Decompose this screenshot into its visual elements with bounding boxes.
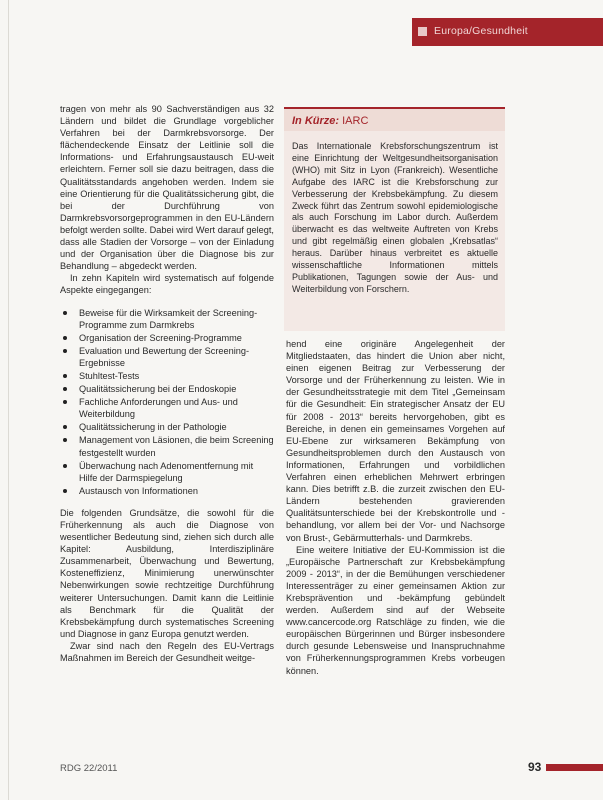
body-paragraph: In zehn Kapiteln wird systematisch auf folgende Aspekte eingegangen: bbox=[60, 273, 274, 296]
issue-label: RDG 22/2011 bbox=[60, 763, 118, 774]
list-item: Stuhltest-Tests bbox=[60, 370, 274, 382]
body-paragraph: Eine weitere Initiative der EU-Kommission ist die „Europäische Partnerschaft zur Krebsbekämpfung 2009 - 2013“, in der die Bemühungen verschiedener Interessenträger zu einer gemeinsamen Aktion zur Krebsprävention und -bekämpfung gebündelt werden. Außerdem sind auf der Webseite www.cancercode.org Ratschläge zu finden, wie die europäischen Bürgerinnen und Bürger insbesondere durch gesunde Lebensweise und Inanspruchnahme von Früherkennungsprogrammen Krebs vorbeugen können. bbox=[286, 544, 505, 676]
iarc-info-box bbox=[284, 107, 505, 331]
right-column bbox=[286, 338, 505, 677]
footer-accent-bar bbox=[546, 764, 603, 771]
list-item: Organisation der Screening-Programme bbox=[60, 332, 274, 344]
page-number: 93 bbox=[528, 760, 542, 774]
body-paragraph: Zwar sind nach den Regeln des EU-Vertrags Maßnahmen im Bereich der Gesundheit weitge- bbox=[60, 640, 274, 664]
list-item: Überwachung nach Adenomentfernung mit Hilfe der Darmspiegelung bbox=[60, 460, 274, 484]
page-edge bbox=[8, 0, 9, 800]
body-paragraph: tragen von mehr als 90 Sachverständigen aus 32 Ländern und bildet die Grundlage vorgeblicher Verfahren bei der Darmkrebsvorsorge. Der flächendeckende Einsatz der Leitlinie soll die Informations- und Erfahrungsaustausch EU-weit erleichtern. Ferner soll sie dazu beitragen, dass die Qualitätsstandards angehoben werden. Indem sie eine Orientierung für die Qualitätssicherung gibt, die bei der Durchführung von Darmkrebsvorsorgeprogrammen in den EU-Ländern befolgt werden sollte. Dabei wird Wert darauf gelegt, dass alle Stadien der Vorsorge – von der Einladung und der Organisation über die Diagnose bis zur Behandlung – abgedeckt werden. bbox=[60, 104, 274, 272]
aspects-list bbox=[60, 307, 274, 497]
list-item: Fachliche Anforderungen und Aus- und Weiterbildung bbox=[60, 396, 274, 420]
list-item: Qualitätssicherung bei der Endoskopie bbox=[60, 383, 274, 395]
section-header bbox=[412, 18, 603, 46]
list-item: Beweise für die Wirksamkeit der Screening-Programme zum Darmkrebs bbox=[60, 307, 274, 331]
list-item: Qualitätssicherung in der Pathologie bbox=[60, 421, 274, 433]
section-title: Europa/Gesundheit bbox=[434, 25, 528, 37]
body-paragraph: Die folgenden Grundsätze, die sowohl für die Früherkennung als auch die Diagnose von wesentlicher Bedeutung sind, ziehen sich durch alle Kapitel: Ausbildung, Interdisziplinäre Zusammenarbeit, Überwachung und Bewertung, Kosteneffizienz, Minimierung unerwünschter Nebenwirkungen sowie rechtzeitige Durchführung weiterer Untersuchungen. Damit kann die Leitlinie als Benchmark für die Qualität der Krebsbekämpfung durch systematisches Screening und Diagnose in ganz Europa genutzt werden. bbox=[60, 507, 274, 639]
list-item: Austausch von Informationen bbox=[60, 485, 274, 497]
header-marker bbox=[418, 27, 427, 36]
list-item: Evaluation und Bewertung der Screening-Ergebnisse bbox=[60, 345, 274, 369]
list-item: Management von Läsionen, die beim Screening festgestellt wurden bbox=[60, 434, 274, 458]
info-box-title-prefix: In Kürze: bbox=[292, 115, 340, 127]
info-box-text: Das Internationale Krebsforschungszentrum ist eine Einrichtung der Weltgesundheitsorganisation (WHO) mit Sitz in Lyon (Frankreich). Wesentliche Aufgabe des IARC ist die Krebsforschung zur Verbesserung der Krebsbekämpfung. Zu diesem Zweck führt das Zentrum sowohl epidemiologische als auch Forschung im Labor durch. Außerdem überwacht es das weltweite Auftreten von Krebs und gibt regelmäßig einen globalen „Krebsatlas“ heraus. Darüber hinaus verbreitet es aktuelle wissenschaftliche Informationen mittels Publikationen, Tagungen sowie der Aus- und Weiterbildung von Forschern. bbox=[292, 141, 498, 294]
info-box-title bbox=[284, 109, 505, 131]
body-paragraph: hend eine originäre Angelegenheit der Mitgliedstaaten, das hindert die Union aber nicht, einen eigenen Beitrag zur Verbesserung der Vorsorge und der Früherkennung zu leisten. Wie in der Gesundheitsstrategie mit dem Titel „Gemeinsam für die Gesundheit: Ein strategischer Ansatz der EU für 2008 - 2013“ bereits hervorgehoben, gibt es Bereiche, in denen ein gemeinsames Vorgehen auf EU-Ebene zur wirksameren Bekämpfung von Gesundheitsproblemen durch den Austausch von Informationen, Erfahrungen und vorbildlichen Verfahren einen erheblichen Mehrwert erbringen kann. Dies betrifft z.B. die zurzeit zwischen den EU-Ländern bestehenden gravierenden Qualitätsunterschiede bei der Krebskontrolle und -behandlung, vor allem bei der Vor- und Nachsorge von Brust-, Gebärmutterhals- und Darmkrebs. bbox=[286, 339, 505, 543]
left-column bbox=[60, 103, 274, 664]
info-box-title-name: IARC bbox=[342, 115, 369, 127]
